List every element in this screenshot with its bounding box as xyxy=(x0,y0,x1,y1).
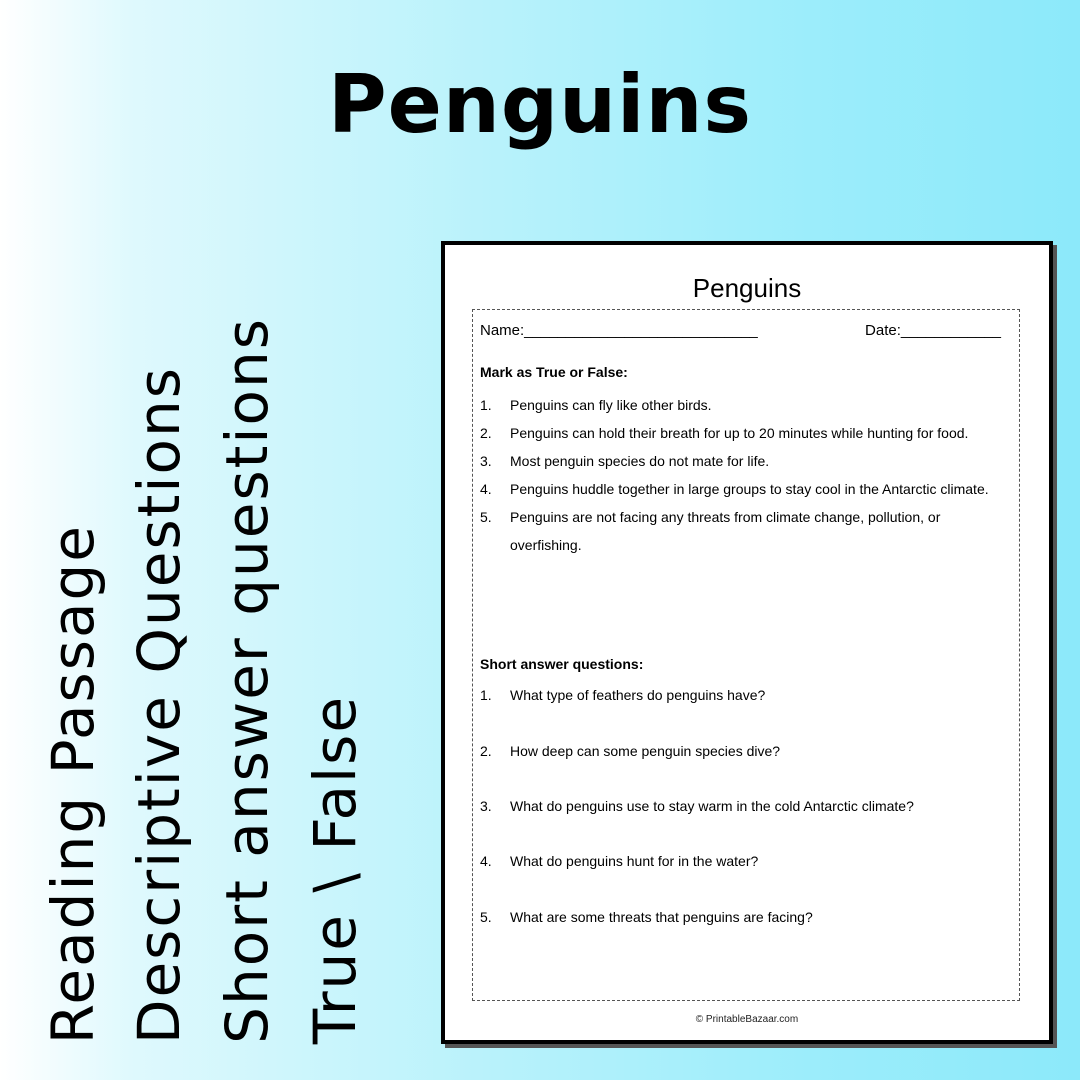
item-number: 3. xyxy=(480,453,492,469)
page-title: Penguins xyxy=(327,58,753,151)
item-text: What are some threats that penguins are facing? xyxy=(510,909,813,925)
date-field-label: Date:____________ xyxy=(865,322,1001,339)
worksheet-title: Penguins xyxy=(692,273,802,303)
side-label-reading-passage: Reading Passage xyxy=(39,523,107,1044)
side-label-true-false: True \ False xyxy=(301,694,369,1044)
true-false-item xyxy=(480,419,989,447)
item-number: 5. xyxy=(480,509,492,525)
true-false-item xyxy=(480,475,989,503)
item-text: Penguins huddle together in large groups to stay cool in the Antarctic climate. xyxy=(510,481,989,497)
true-false-item xyxy=(480,503,989,559)
short-answer-item xyxy=(473,685,765,705)
side-label-descriptive-questions: Descriptive Questions xyxy=(125,365,193,1044)
item-text: What do penguins hunt for in the water? xyxy=(510,853,759,869)
item-text: Penguins are not facing any threats from climate change, pollution, or overfishing. xyxy=(510,509,941,553)
name-field-label: Name:____________________________ xyxy=(480,322,758,339)
copyright-footer: © PrintableBazaar.com xyxy=(695,1014,799,1025)
true-false-list xyxy=(480,391,989,559)
short-answer-item xyxy=(473,907,813,927)
item-text: Penguins can fly like other birds. xyxy=(510,397,712,413)
item-text: How deep can some penguin species dive? xyxy=(510,743,781,759)
item-number: 3. xyxy=(480,798,492,814)
item-text: What do penguins use to stay warm in the cold Antarctic climate? xyxy=(510,798,914,814)
item-text: Most penguin species do not mate for life. xyxy=(510,453,770,469)
true-false-item xyxy=(480,447,989,475)
item-number: 2. xyxy=(480,743,492,759)
item-text: What type of feathers do penguins have? xyxy=(510,687,766,703)
worksheet-preview xyxy=(441,241,1053,1044)
true-false-heading: Mark as True or False: xyxy=(480,364,628,380)
short-answer-heading: Short answer questions: xyxy=(480,656,644,672)
item-text: Penguins can hold their breath for up to 20 minutes while hunting for food. xyxy=(510,425,969,441)
worksheet-content-box xyxy=(472,309,1020,1001)
short-answer-item xyxy=(473,741,780,761)
item-number: 1. xyxy=(480,397,492,413)
short-answer-item xyxy=(473,796,914,816)
side-label-short-answer-questions: Short answer questions xyxy=(213,317,281,1044)
short-answer-item xyxy=(473,851,758,871)
item-number: 4. xyxy=(480,853,492,869)
item-number: 4. xyxy=(480,481,492,497)
true-false-item xyxy=(480,391,989,419)
item-number: 2. xyxy=(480,425,492,441)
item-number: 1. xyxy=(480,687,492,703)
item-number: 5. xyxy=(480,909,492,925)
